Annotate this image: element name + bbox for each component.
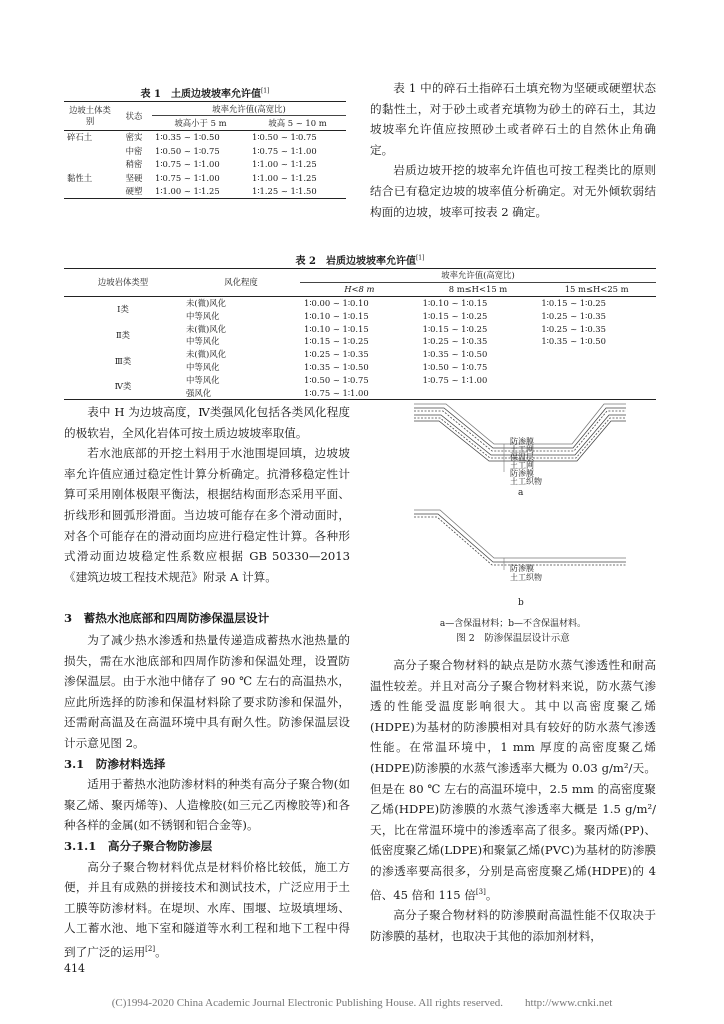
- paragraph: 岩质边坡开挖的坡率允许值也可按工程类比的原则结合已有稳定边坡的坡率值分析确定。对无外倾软弱结构面的边坡，坡率可按表 2 确定。: [370, 163, 656, 219]
- t1-col-state: 状态: [116, 102, 152, 131]
- figure2-legend: a—含保温材料；b—不含保温材料。: [439, 619, 587, 629]
- right-top-text: [370, 78, 656, 222]
- page-number: 414: [64, 962, 85, 975]
- figure2b-letter: b: [518, 598, 524, 608]
- section3-body: [64, 630, 350, 962]
- table-row: 硬塑 1∶1.00 ~ 1∶1.25 1∶1.25 ~ 1∶1.50: [64, 184, 346, 198]
- table-row: 中等风化 1∶0.15 ~ 1∶0.25 1∶0.25 ~ 1∶0.35 1∶0.35 ~ 1∶0.50: [186, 336, 606, 347]
- t2-col-h3: 15 m≤H<25 m: [537, 282, 656, 296]
- figure2a-letter: a: [518, 488, 524, 498]
- subsection-heading: 3.1.1 高分子聚合物防渗层: [64, 838, 213, 853]
- table-row: 中等风化 1∶0.35 ~ 1∶0.50 1∶0.50 ~ 1∶0.75: [186, 361, 488, 372]
- t2-col-h1: H<8 m: [300, 282, 419, 296]
- t1-col-h2: 坡高 5 ~ 10 m: [249, 116, 346, 130]
- table2-caption: 表 2 岩质边坡坡率允许值[1]: [295, 254, 425, 267]
- table-row: Ⅱ类 未(微)风化 1∶0.10 ~ 1∶0.15 1∶0.15 ~ 1∶0.25 1∶0.25 ~ 1∶0.35: [115, 323, 606, 340]
- table-row: Ⅰ类 未(微)风化 1∶0.00 ~ 1∶0.10 1∶0.10 ~ 1∶0.15 1∶0.15 ~ 1∶0.25: [117, 297, 606, 315]
- paragraph: 为了减少热水渗透和热量传递造成蓄热水池热量的损失，需在水池底部和四周作防渗和保温处理，设置防渗保温层。由于水池中储存了 90 ℃ 左右的高温热水，应此所选择的防渗和保温材料除了要求防渗和保温外，还需耐高温及在高温环境中具有耐久性。防渗保温层设计示意见图 2。: [64, 633, 350, 750]
- table2: [64, 268, 656, 400]
- paragraph: 表中 H 为边坡高度，Ⅳ类强风化包括各类风化程度的极软岩，全风化岩体可按土质边坡坡率取值。: [64, 405, 350, 440]
- paragraph: 高分子聚合物材料的缺点是防水蒸气渗透性和耐高温性较差。并且对高分子聚合物材料来说，防水蒸气渗透的性能受温度影响很大。其中以高密度聚乙烯(HDPE)为基材的防渗膜相对具有较好的防水蒸气渗透性能。在常温环境中，1 mm 厚度的高密度聚乙烯(HDPE)防渗膜的水蒸气渗透率大概为 0.03 g/m²/天。但是在 80 ℃ 左右的高温环境中，2.5 mm 的高密度聚乙烯(HDPE)防渗膜的水蒸气渗透率大概是 1.5 g/m²/天，比在常温环境中的渗透率高了很多。聚丙烯(PP)、低密度聚乙烯(LDPE)和聚氯乙烯(PVC)为基材的防渗膜的渗透率要高很多，分别是高密度聚乙烯(HDPE)的 4 倍、45 倍和 115 倍[3]。: [370, 658, 656, 902]
- t2-col-h2: 8 m≤H<15 m: [419, 282, 538, 296]
- table1: [64, 101, 346, 199]
- paragraph: 高分子聚合物材料优点是材料价格比较低，施工方便，并且有成熟的拼接技术和测试技术，广泛应用于土工膜等防渗材料。在堤坝、水库、围堰、垃圾填埋场、人工蓄水池、地下室和隧道等水利工程和地下工程中得到了广泛的运用[2]。: [64, 859, 350, 959]
- figure2-caption: 图 2 防渗保温层设计示意: [456, 633, 570, 644]
- table-row: Ⅲ类 未(微)风化 1∶0.25 ~ 1∶0.35 1∶0.35 ~ 1∶0.50: [114, 349, 488, 366]
- t1-col-type: 边坡土体类别: [64, 102, 116, 131]
- table-row: 黏性土 坚硬 1∶0.75 ~ 1∶1.00 1∶1.00 ~ 1∶1.25: [67, 172, 317, 183]
- figure2b-labels: 防渗膜 土工织物: [510, 564, 542, 582]
- t1-col-h1: 坡高小于 5 m: [152, 116, 249, 130]
- table-row: 碎石土 密实 1∶0.35 ~ 1∶0.50 1∶0.50 ~ 1∶0.75: [67, 132, 317, 143]
- t2-col-weather: 风化程度: [182, 269, 300, 297]
- table-row: 稍密 1∶0.75 ~ 1∶1.00 1∶1.00 ~ 1∶1.25: [125, 159, 317, 170]
- figure2: [404, 398, 626, 638]
- table1-caption: 表 1 土质边坡坡率允许值[1]: [140, 87, 270, 100]
- right-bottom-text: [370, 655, 656, 946]
- section-heading: 3 蓄热水池底部和四周防渗保温层设计: [64, 611, 270, 625]
- paragraph: 适用于蓄热水池防渗材料的种类有高分子聚合物(如聚乙烯、聚丙烯等)、人造橡胶(如三元乙丙橡胶等)和各种各样的金属(如不锈钢和铝合金等)。: [64, 777, 350, 833]
- paragraph: 若水池底部的开挖土料用于水池围堤回填，边坡坡率允许值应通过稳定性计算分析确定。抗滑移稳定性计算可采用刚体极限平衡法，根据结构面形态采用平面、折线形和圆弧形滑面。当边坡可能存在多个滑动面时，对各个可能存在的滑动面均应进行稳定性计算。各种形式滑动面边坡稳定性系数应根据 GB 50330—2013《建筑边坡工程技术规范》附录 A 计算。: [64, 446, 350, 584]
- table-row: 强风化 1∶0.75 ~ 1∶1.00: [64, 386, 656, 399]
- table-row: 中密 1∶0.50 ~ 1∶0.75 1∶0.75 ~ 1∶1.00: [125, 145, 317, 156]
- t2-col-group: 坡率允许值(高宽比): [300, 269, 656, 283]
- paragraph: 表 1 中的碎石土指碎石土填充物为坚硬或硬塑状态的黏性土，对于砂土或者充填物为砂土的碎石土，其边坡坡率允许值应按照砂土或者碎石土的自然休止角确定。: [370, 81, 656, 157]
- left-text: [64, 402, 350, 587]
- table-row: Ⅳ类 中等风化 1∶0.50 ~ 1∶0.75 1∶0.75 ~ 1∶1.00: [64, 373, 656, 386]
- t1-col-group: 坡率允许值(高宽比): [152, 102, 346, 116]
- table-row: 中等风化 1∶0.10 ~ 1∶0.15 1∶0.15 ~ 1∶0.25 1∶0.25 ~ 1∶0.35: [186, 310, 606, 321]
- figure2b-layers: [414, 510, 626, 565]
- figure2a-labels: 防渗膜 土工网 保温层 土工网 防渗膜 土工织物: [510, 437, 542, 486]
- copyright-footer: (C)1994-2020 China Academic Journal Electronic Publishing House. All rights reserved. http://www.cnki.net: [111, 997, 613, 1009]
- paragraph: 高分子聚合物材料的防渗膜耐高温性能不仅取决于防渗膜的基材，也取决于其他的添加剂材料，: [370, 907, 656, 943]
- subsection-heading: 3.1 防渗材料选择: [64, 756, 166, 771]
- t2-col-type: 边坡岩体类型: [64, 269, 182, 297]
